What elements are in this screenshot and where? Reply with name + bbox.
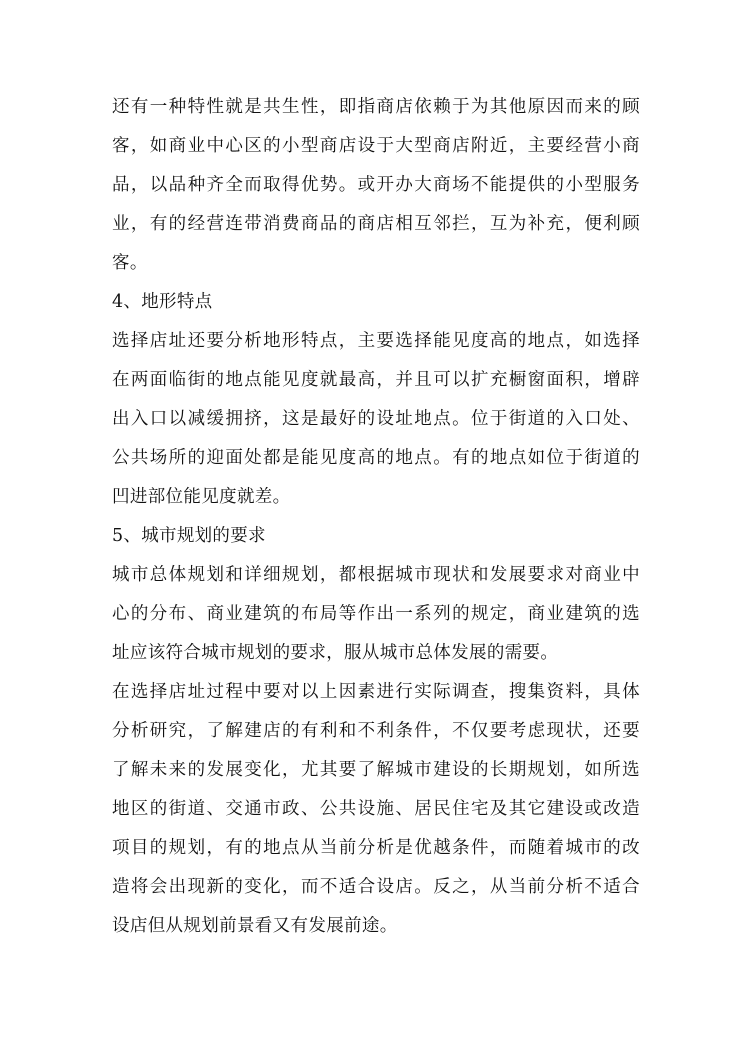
text-line: 分析研究，了解建店的有利和不利条件，不仅要考虑现状，还要 [112,721,640,741]
text-line: 品，以品种齐全而取得优势。或开办大商场不能提供的小型服务 [112,175,640,195]
section-heading-urban-planning: 5、城市规划的要求 [112,526,266,546]
text-line: 址应该符合城市规划的要求，服从城市总体发展的需要。 [112,643,559,663]
text-line: 公共场所的迎面处都是能见度高的地点。有的地点如位于街道的 [112,448,640,468]
document-body [112,88,640,946]
text-line: 还有一种特性就是共生性，即指商店依赖于为其他原因而来的顾 [112,97,640,117]
text-line: 在两面临街的地点能见度就最高，并且可以扩充橱窗面积，增辟 [112,370,640,390]
paragraph-symbiosis [112,88,640,283]
text-line: 在选择店址过程中要对以上因素进行实际调查，搜集资料，具体 [112,682,640,702]
text-line: 出入口以减缓拥挤，这是最好的设址地点。位于街道的入口处、 [112,409,640,429]
text-line: 选择店址还要分析地形特点，主要选择能见度高的地点，如选择 [112,331,640,351]
paragraph-site-survey [112,673,640,946]
text-line: 了解未来的发展变化，尤其要了解城市建设的长期规划，如所选 [112,760,640,780]
text-line: 地区的街道、交通市政、公共设施、居民住宅及其它建设或改造 [112,799,640,819]
text-line: 造将会出现新的变化，而不适合设店。反之，从当前分析不适合 [112,877,640,897]
paragraph-urban-planning [112,556,640,673]
text-line: 设店但从规划前景看又有发展前途。 [112,916,398,936]
text-line: 项目的规划，有的地点从当前分析是优越条件，而随着城市的改 [112,838,640,858]
text-line: 客。 [112,253,148,273]
text-line: 客，如商业中心区的小型商店设于大型商店附近，主要经营小商 [112,136,640,156]
section-heading-terrain: 4、地形特点 [112,292,213,312]
paragraph-terrain [112,322,640,517]
text-line: 凹进部位能见度就差。 [112,487,291,507]
text-line: 城市总体规划和详细规划，都根据城市现状和发展要求对商业中 [112,565,640,585]
text-line: 心的分布、商业建筑的布局等作出一系列的规定，商业建筑的选 [112,604,640,624]
text-line: 业，有的经营连带消费商品的商店相互邻拦，互为补充，便利顾 [112,214,640,234]
